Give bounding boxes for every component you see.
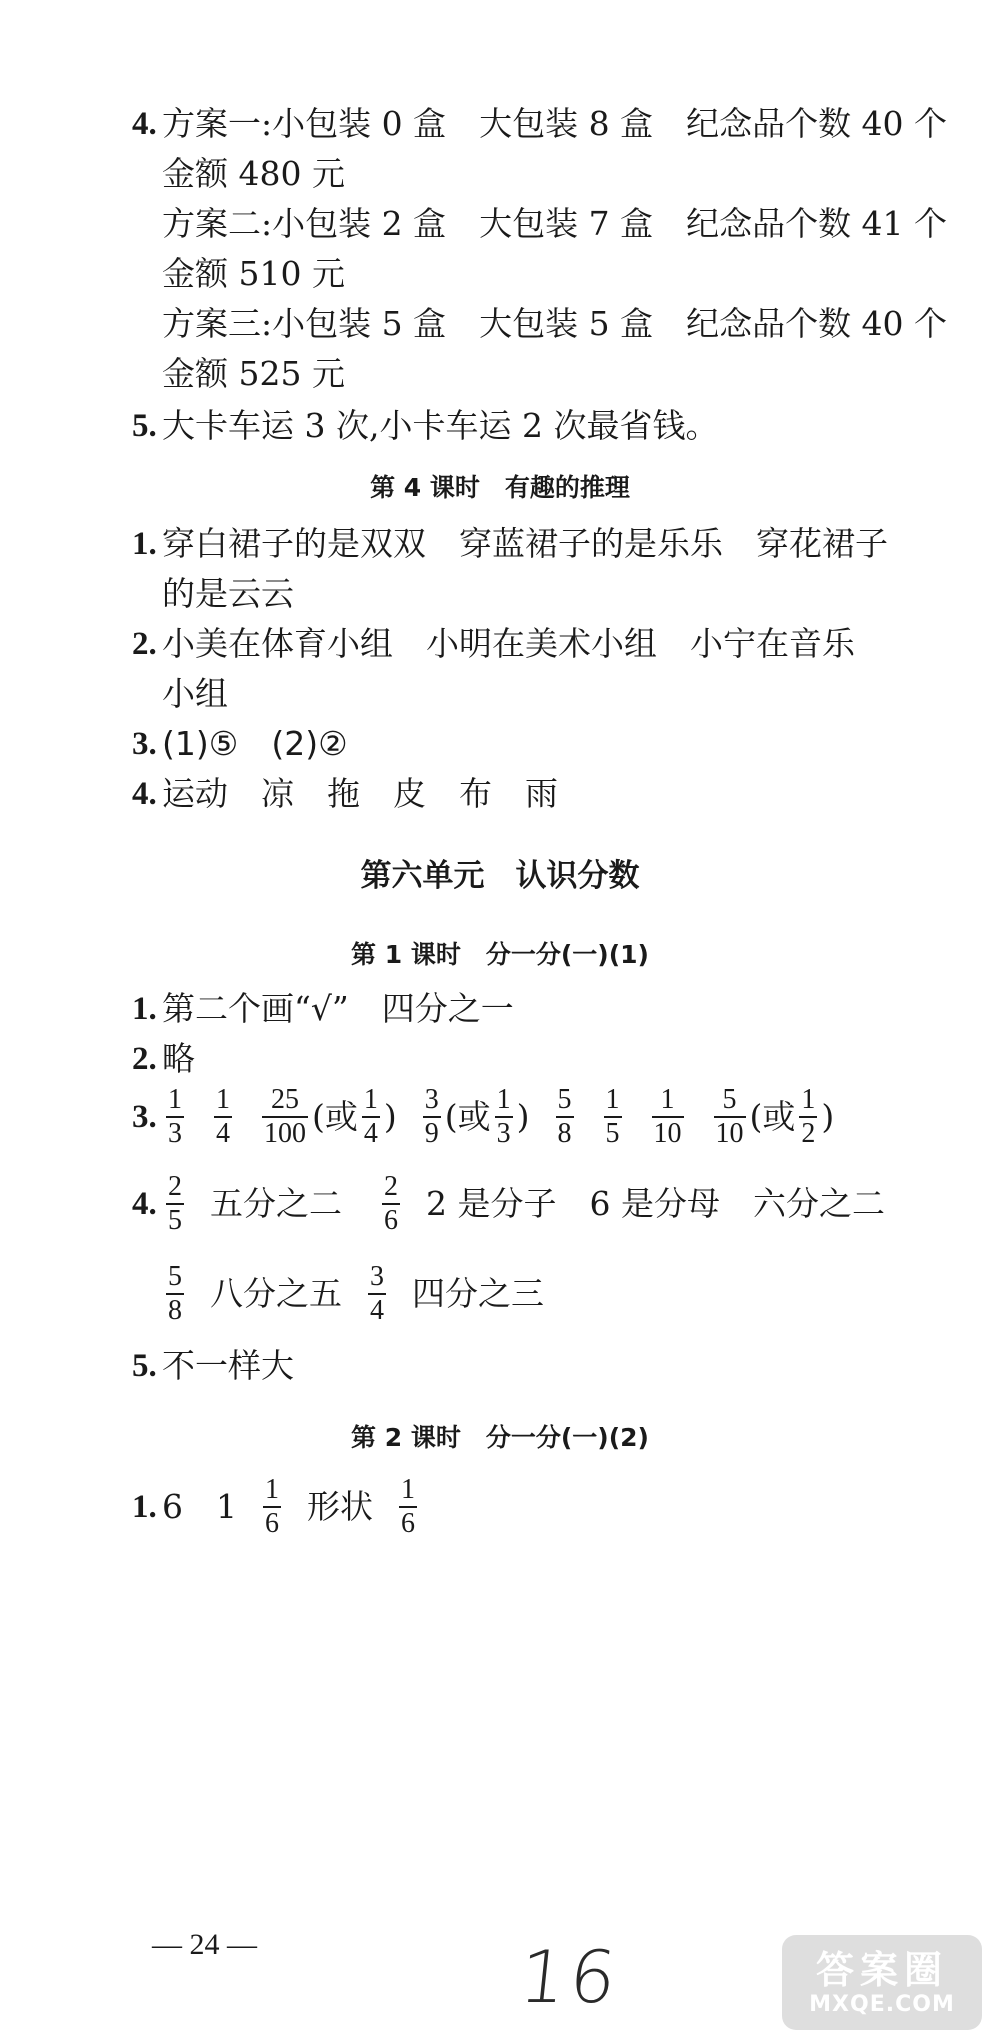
q4-plan2-line2: 金额 510 元 [162, 254, 345, 293]
lesson1-q1: 1. 第二个画“√” 四分之一 [132, 989, 514, 1028]
handwritten-number: 16 [515, 1935, 625, 2019]
fraction: $\frac{1}{10}$ [653, 1084, 682, 1149]
fraction: $\frac{25}{100}$ [264, 1084, 306, 1149]
lesson4-q1-line1: 1. 穿白裙子的是双双 穿蓝裙子的是乐乐 穿花裙子 [132, 524, 888, 563]
fraction: $\frac{1}{6}$ [265, 1474, 279, 1539]
lesson4-q2-line1: 2. 小美在体育小组 小明在美术小组 小宁在音乐 [132, 624, 855, 663]
lesson4-q3: 3. (1)⑤ (2)② [132, 724, 348, 763]
fraction: $\frac{3}{9}$ [424, 1084, 439, 1149]
q4-plan3-line1: 方案三:小包装 5 盒 大包装 5 盒 纪念品个数 40 个 [162, 304, 948, 343]
fraction: $\frac{1}{6}$ [401, 1474, 415, 1539]
q4-plan3-line2: 金额 525 元 [162, 354, 345, 393]
lesson1-q4-line2: $\frac{5}{8}$ 八分之五 $\frac{3}{4}$ 四分之三 [168, 1261, 544, 1326]
lesson1-q2: 2. 略 [132, 1039, 195, 1078]
fraction: $\frac{1}{5}$ [605, 1084, 620, 1149]
q4-plan1-line1: 4. 方案一:小包装 0 盒 大包装 8 盒 纪念品个数 40 个 [132, 104, 948, 143]
q5-answer: 5. 大卡车运 3 次,小卡车运 2 次最省钱。 [132, 406, 719, 445]
lesson4-q2-line2: 小组 [162, 674, 228, 713]
lesson1-q5: 5. 不一样大 [132, 1346, 294, 1385]
lesson1-q3: 3. $\frac{1}{3}$ $\frac{1}{4}$ $\frac{25}{100}$ (或 $\frac{1}{4}$ ) $\frac{3}{9}$ (或 $\frac{1}{3}$ ) $\frac{5}{8}$ $\frac{1}{5}$ $\frac{1}{10}$ $\frac{5}{10}$ (或 $\frac{1}{2}$ ) [132, 1084, 835, 1149]
fraction: $\frac{1}{2}$ [801, 1084, 816, 1149]
fraction: $\frac{5}{8}$ [168, 1261, 182, 1326]
q4-plan1-line2: 金额 480 元 [162, 154, 345, 193]
fraction: $\frac{1}{3}$ [496, 1084, 511, 1149]
fraction: $\frac{1}{4}$ [216, 1084, 230, 1149]
fraction: $\frac{5}{8}$ [557, 1084, 572, 1149]
watermark-logo: 答案圈 MXQE.COM [782, 1935, 982, 2030]
fraction: $\frac{1}{3}$ [168, 1084, 182, 1149]
lesson1-title: 第 1 课时 分一分(一)(1) [351, 940, 649, 969]
lesson4-title: 第 4 课时 有趣的推理 [370, 473, 630, 502]
fraction: $\frac{2}{5}$ [168, 1171, 182, 1236]
lesson1-q4-line1: 4. $\frac{2}{5}$ 五分之二 $\frac{2}{6}$ 2 是分子 6 是分母 六分之二 [132, 1171, 885, 1236]
fraction: $\frac{5}{10}$ [715, 1084, 744, 1149]
fraction: $\frac{2}{6}$ [384, 1171, 398, 1236]
page-number: — 24 — [152, 1928, 257, 1961]
q4-plan2-line1: 方案二:小包装 2 盒 大包装 7 盒 纪念品个数 41 个 [162, 204, 948, 243]
unit6-title: 第六单元 认识分数 [360, 858, 640, 894]
fraction: $\frac{1}{4}$ [363, 1084, 378, 1149]
fraction: $\frac{3}{4}$ [370, 1261, 384, 1326]
lesson4-q1-line2: 的是云云 [162, 574, 294, 613]
lesson2-title: 第 2 课时 分一分(一)(2) [351, 1423, 649, 1452]
lesson4-q4: 4. 运动 凉 拖 皮 布 雨 [132, 774, 558, 813]
lesson2-q1: 1. 6 1 $\frac{1}{6}$ 形状 $\frac{1}{6}$ [132, 1474, 415, 1539]
